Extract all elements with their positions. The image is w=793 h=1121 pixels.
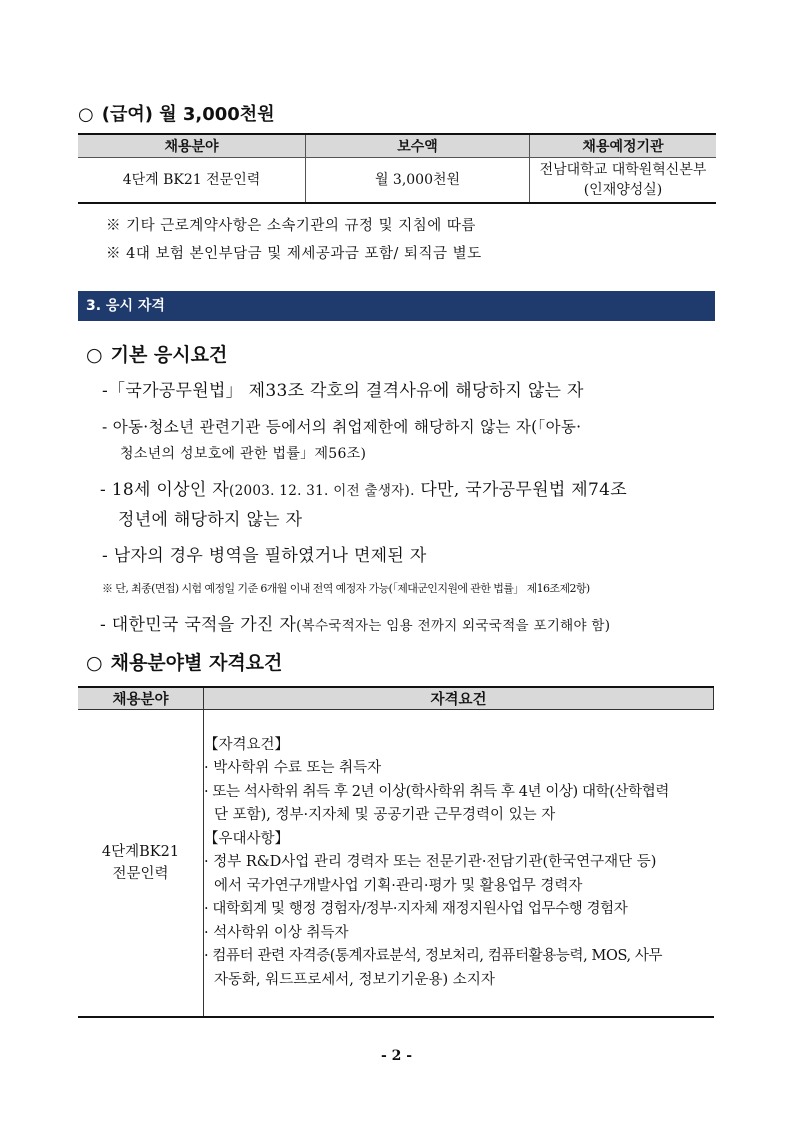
salary-table-header-row (78, 134, 716, 158)
req-item-cont: 자동화, 워드프로세서, 정보기기운용) 소지자 (214, 971, 495, 988)
basic-req-title-text: 기본 응시요건 (110, 344, 228, 366)
field-req-title (86, 648, 282, 675)
req-item: · 또는 석사학위 취득 후 2년 이상(학사학위 취득 후 4년 이상) 대학(산학협력 (204, 783, 669, 800)
req-item-cont: 단 포함), 정부·지자체 및 공공기관 근무경력이 있는 자 (214, 807, 556, 824)
basic-req-item-2-cont: 청소년의 성보호에 관한 법률」제56조) (120, 446, 367, 462)
section-3-header: 3. 응시 자격 (78, 291, 715, 321)
salary-header-org: 채용예정기관 (530, 134, 717, 158)
field-req-table (78, 686, 714, 1018)
basic-req-item-5 (100, 610, 610, 635)
req-heading-qualification: 【자격요건】 (204, 736, 290, 753)
basic-req-item-3-c: 다만, 국가공무원법 제74조 (414, 480, 627, 500)
basic-req-item-3 (100, 475, 627, 500)
salary-pay-cell: 월 3,000천원 (306, 158, 530, 204)
field-req-row (78, 710, 714, 1018)
basic-req-item-4: - 남자의 경우 병역을 필하였거나 면제된 자 (102, 546, 427, 566)
salary-table-row (78, 158, 716, 204)
field-req-header-field: 채용분야 (78, 687, 204, 710)
circle-bullet-icon: ○ (86, 652, 103, 674)
req-item-cont: 에서 국가연구개발사업 기획·관리·평가 및 활용업무 경력자 (214, 877, 583, 894)
salary-title (78, 100, 275, 126)
req-item: · 컴퓨터 관련 자격증(통계자료분석, 정보처리, 컴퓨터활용능력, MOS, 사무 (204, 948, 663, 965)
basic-req-item-3-a: - 18세 이상인 자 (100, 480, 229, 500)
circle-bullet-icon: ○ (86, 344, 103, 366)
field-req-category (78, 710, 204, 1018)
circle-bullet-icon: ○ (78, 104, 94, 125)
salary-note-1: ※ 기타 근로계약사항은 소속기관의 규정 및 지침에 따름 (106, 218, 476, 234)
salary-header-pay: 보수액 (306, 134, 530, 158)
req-item: · 석사학위 이상 취득자 (204, 924, 349, 941)
salary-org-cell (530, 158, 717, 204)
field-req-title-text: 채용분야별 자격요건 (110, 652, 283, 674)
field-req-category-line2: 전문인력 (112, 866, 169, 882)
field-req-header-row (78, 687, 714, 710)
basic-req-item-5-b: (복수국적자는 임용 전까지 외국국적을 포기해야 함) (296, 618, 611, 634)
field-req-header-req: 자격요건 (204, 687, 714, 710)
basic-req-item-5-a: - 대한민국 국적을 가진 자 (100, 615, 297, 635)
field-req-category-line1: 4단계BK21 (101, 844, 180, 860)
military-note: ※ 단, 최종(면접) 시험 예정일 기준 6개월 이내 전역 예정자 가능(「제대군인지원에 관한 법률」 제16조제2항) (102, 582, 590, 595)
field-req-list (204, 710, 714, 1018)
req-item: · 대학회계 및 행정 경험자/정부·지자체 재정지원사업 업무수행 경험자 (204, 901, 628, 918)
salary-org-line2: (인재양성실) (583, 182, 663, 198)
req-item: · 정부 R&D사업 관리 경력자 또는 전문기관·전담기관(한국연구재단 등) (204, 854, 657, 871)
basic-req-item-1: -「국가공무원법」 제33조 각호의 결격사유에 해당하지 않는 자 (102, 381, 584, 401)
salary-note-2: ※ 4대 보험 본인부담금 및 제세공과금 포함/ 퇴직금 별도 (106, 246, 482, 262)
basic-req-item-2: - 아동·청소년 관련기관 등에서의 취업제한에 해당하지 않는 자(「아동· (102, 418, 582, 436)
req-item: · 박사학위 수료 또는 취득자 (204, 760, 382, 777)
salary-title-text: (급여) 월 3,000천원 (101, 104, 275, 125)
salary-table (78, 133, 716, 204)
salary-org-line1: 전남대학교 대학원혁신본부 (539, 162, 707, 178)
page-number: - 2 - (380, 1048, 413, 1064)
basic-req-item-3-cont: 정년에 해당하지 않는 자 (118, 510, 303, 530)
salary-header-field: 채용분야 (78, 134, 306, 158)
basic-req-title (86, 340, 227, 367)
req-heading-preferred: 【우대사항】 (204, 830, 290, 847)
salary-field-cell: 4단계 BK21 전문인력 (78, 158, 306, 204)
basic-req-item-3-b: (2003. 12. 31. 이전 출생자). (229, 483, 415, 499)
